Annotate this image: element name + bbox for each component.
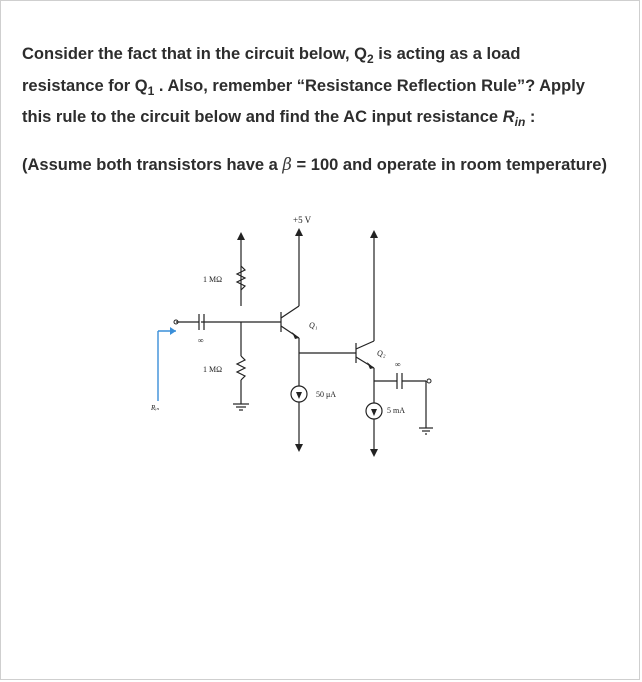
- neg-arrow-2: [370, 449, 378, 457]
- q-line1-end: is acting as a load: [373, 45, 521, 63]
- question-paragraph: [22, 41, 622, 136]
- neg-arrow-1: [295, 444, 303, 452]
- r-top-label: 1 MΩ: [203, 275, 223, 284]
- q1-emitter-arrow: [292, 332, 299, 339]
- circuit-diagram: [141, 206, 451, 466]
- question-text: [22, 41, 622, 178]
- q-sub-2: 2: [367, 52, 374, 66]
- resistor-bottom: [237, 356, 245, 380]
- rail-arrow-3: [370, 230, 378, 238]
- q1-collector: [281, 306, 299, 318]
- current-2-label: 5 mA: [387, 406, 405, 415]
- q1-label: Q₁: [309, 321, 318, 330]
- q-line3-end: :: [525, 108, 536, 126]
- assumption-paragraph: [22, 152, 622, 179]
- q2-collector: [356, 341, 374, 349]
- r-bottom-label: 1 MΩ: [203, 365, 223, 374]
- rail-arrow-1: [237, 232, 245, 240]
- rin-subscript: in: [514, 115, 526, 129]
- rin-label: Rᵢₙ: [151, 404, 160, 412]
- q2-label: Q₂: [377, 349, 386, 358]
- supply-label: +5 V: [293, 215, 312, 225]
- q-sub-1: 1: [147, 83, 155, 98]
- assume-text: (Assume both transistors have a: [22, 155, 283, 174]
- q2-emitter-arrow: [367, 362, 374, 369]
- cap-out-label: ∞: [395, 360, 401, 369]
- q-line2: resistance for Q: [22, 76, 148, 95]
- rin-symbol: R: [502, 108, 515, 126]
- current-1-label: 50 μA: [316, 390, 337, 399]
- beta-symbol: β: [282, 154, 292, 174]
- assume-text-end: = 100 and operate in room temperature): [291, 155, 607, 174]
- rail-arrow-2: [295, 228, 303, 236]
- cap-in-label: ∞: [198, 336, 204, 345]
- q-line2-end: . Also, remember “Resistance Reflection Rule”? Apply: [154, 76, 585, 95]
- q-line1: Consider the fact that in the circuit below, Q: [22, 45, 368, 63]
- q-line3: this rule to the circuit below and find the AC input resistance: [22, 108, 503, 126]
